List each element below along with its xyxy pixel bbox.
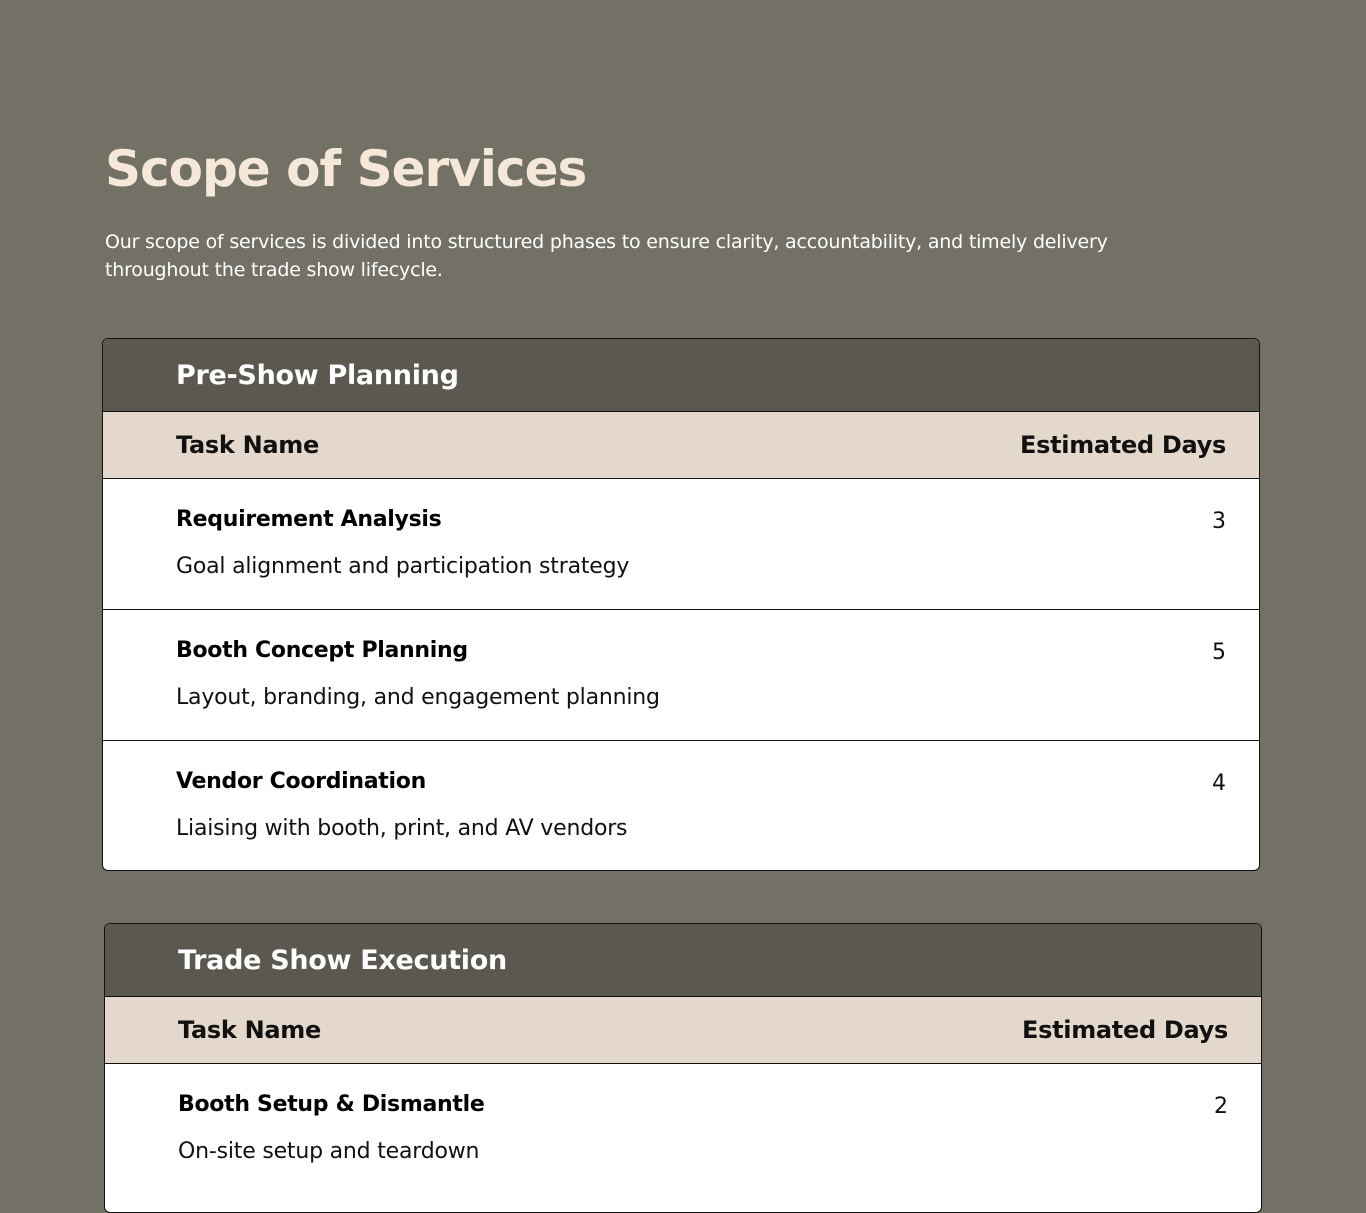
task-description: Layout, branding, and engagement planning xyxy=(176,685,660,710)
table-row xyxy=(103,479,1259,610)
phase-title: Trade Show Execution xyxy=(178,944,507,976)
table-header xyxy=(103,412,1259,479)
phase-card-pre-show-planning xyxy=(102,338,1260,871)
column-header-task-name: Task Name xyxy=(178,1016,321,1044)
task-name: Vendor Coordination xyxy=(176,769,426,794)
page-title: Scope of Services xyxy=(105,140,587,198)
task-days: 4 xyxy=(1212,771,1226,796)
task-name: Booth Setup & Dismantle xyxy=(178,1092,485,1117)
table-row xyxy=(103,610,1259,741)
phase-header xyxy=(103,339,1259,412)
task-name: Booth Concept Planning xyxy=(176,638,468,663)
task-days: 2 xyxy=(1214,1094,1228,1119)
task-description: On-site setup and teardown xyxy=(178,1139,480,1164)
table-row xyxy=(105,1064,1261,1195)
phase-header xyxy=(105,924,1261,997)
phase-title: Pre-Show Planning xyxy=(176,359,459,391)
task-days: 5 xyxy=(1212,640,1226,665)
column-header-estimated-days: Estimated Days xyxy=(1020,431,1226,459)
column-header-estimated-days: Estimated Days xyxy=(1022,1016,1228,1044)
task-name: Requirement Analysis xyxy=(176,507,442,532)
task-days: 3 xyxy=(1212,509,1226,534)
intro-paragraph: Our scope of services is divided into structured phases to ensure clarity, accountability, and timely delivery throughout the trade show lifecycle. xyxy=(105,231,1108,281)
task-description: Goal alignment and participation strategy xyxy=(176,554,630,579)
table-header xyxy=(105,997,1261,1064)
task-description: Liaising with booth, print, and AV vendors xyxy=(176,816,628,841)
phase-card-trade-show-execution xyxy=(104,923,1262,1213)
column-header-task-name: Task Name xyxy=(176,431,319,459)
table-row xyxy=(103,741,1259,871)
